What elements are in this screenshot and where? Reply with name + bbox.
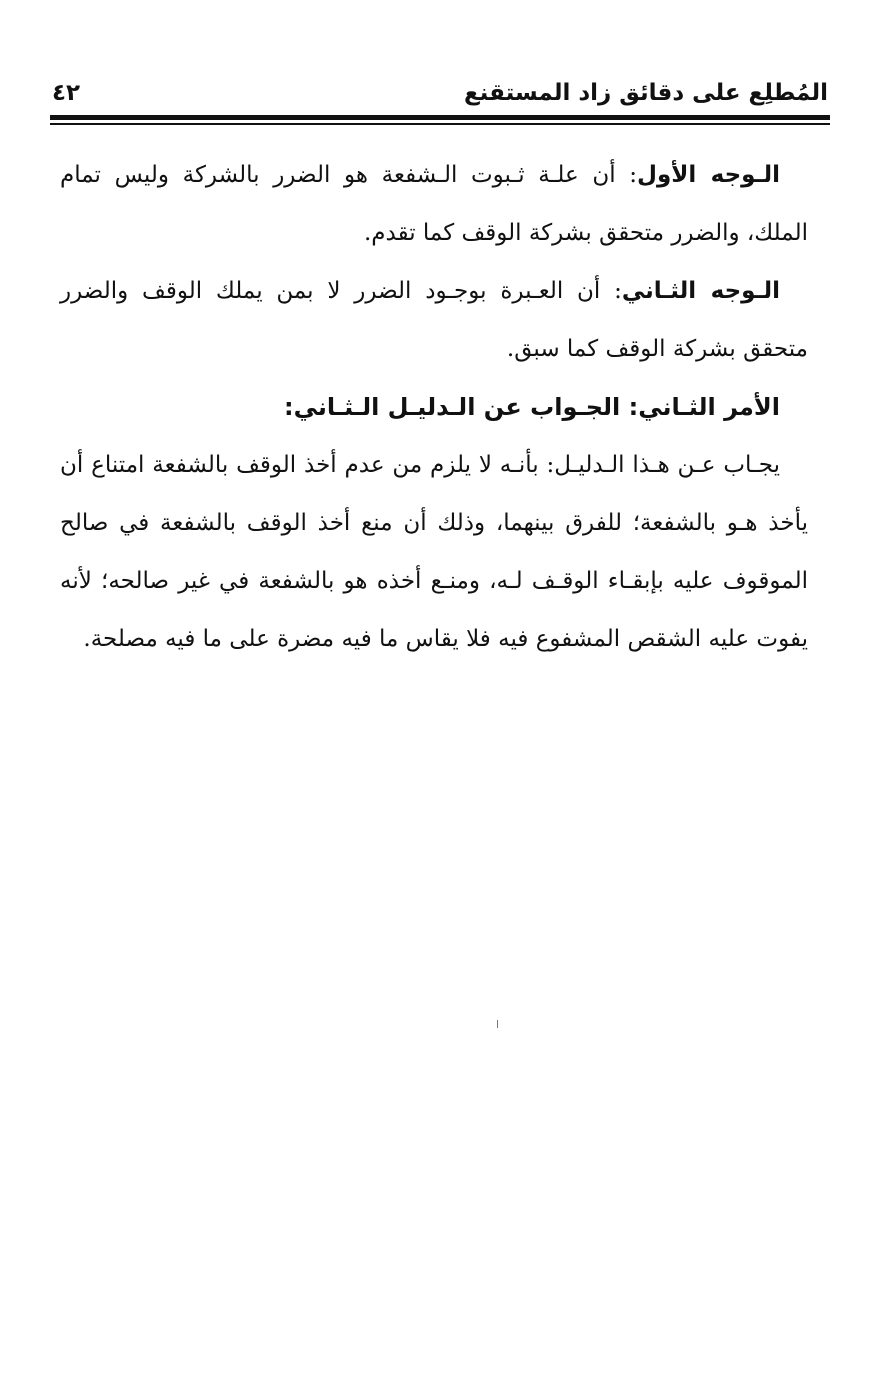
main-text <box>60 146 808 668</box>
paragraph-second-aspect <box>60 262 808 378</box>
scan-speck <box>497 1020 498 1028</box>
page-number: ٤٢ <box>52 80 81 106</box>
first-aspect-text: : أن علـة ثـبوت الـشفعة هو الضرر بالشركة وليس تمام الملك، والضرر متحقق بشركة الوقف كما تقدم. <box>60 162 808 246</box>
running-header <box>52 76 828 112</box>
second-aspect-lead: الـوجه الثـاني <box>621 278 780 304</box>
second-aspect-text: : أن العـبرة بوجـود الضرر لا بمن يملك الوقف والضرر متحقق بشركة الوقف كما سبق. <box>60 278 808 362</box>
header-rule-thick <box>50 115 830 120</box>
paragraph-first-aspect <box>60 146 808 262</box>
section-heading: الأمر الثـاني: الجـواب عن الـدليـل الـثـاني: <box>283 393 780 421</box>
header-title: المُطلِع على دقائق زاد المستقنع <box>463 80 828 106</box>
header-rule-thin <box>50 123 830 125</box>
paragraph-answer: يجـاب عـن هـذا الـدليـل: بأنـه لا يلزم من عدم أخذ الوقف بالشفعة امتناع أن يأخذ هـو بالشفعة؛ للفرق بينهما، وذلك أن منع أخذ الوقف بالشفعة في صالح الموقوف عليه بإبقـاء الوقـف لـه، ومنـع أخذه هو بالشفعة في غير صالحه؛ لأنه يفوت عليه الشقص المشفوع فيه فلا يقاس ما فيه مضرة على ما فيه مصلحة. <box>60 452 808 652</box>
first-aspect-lead: الـوجه الأول <box>637 162 780 188</box>
